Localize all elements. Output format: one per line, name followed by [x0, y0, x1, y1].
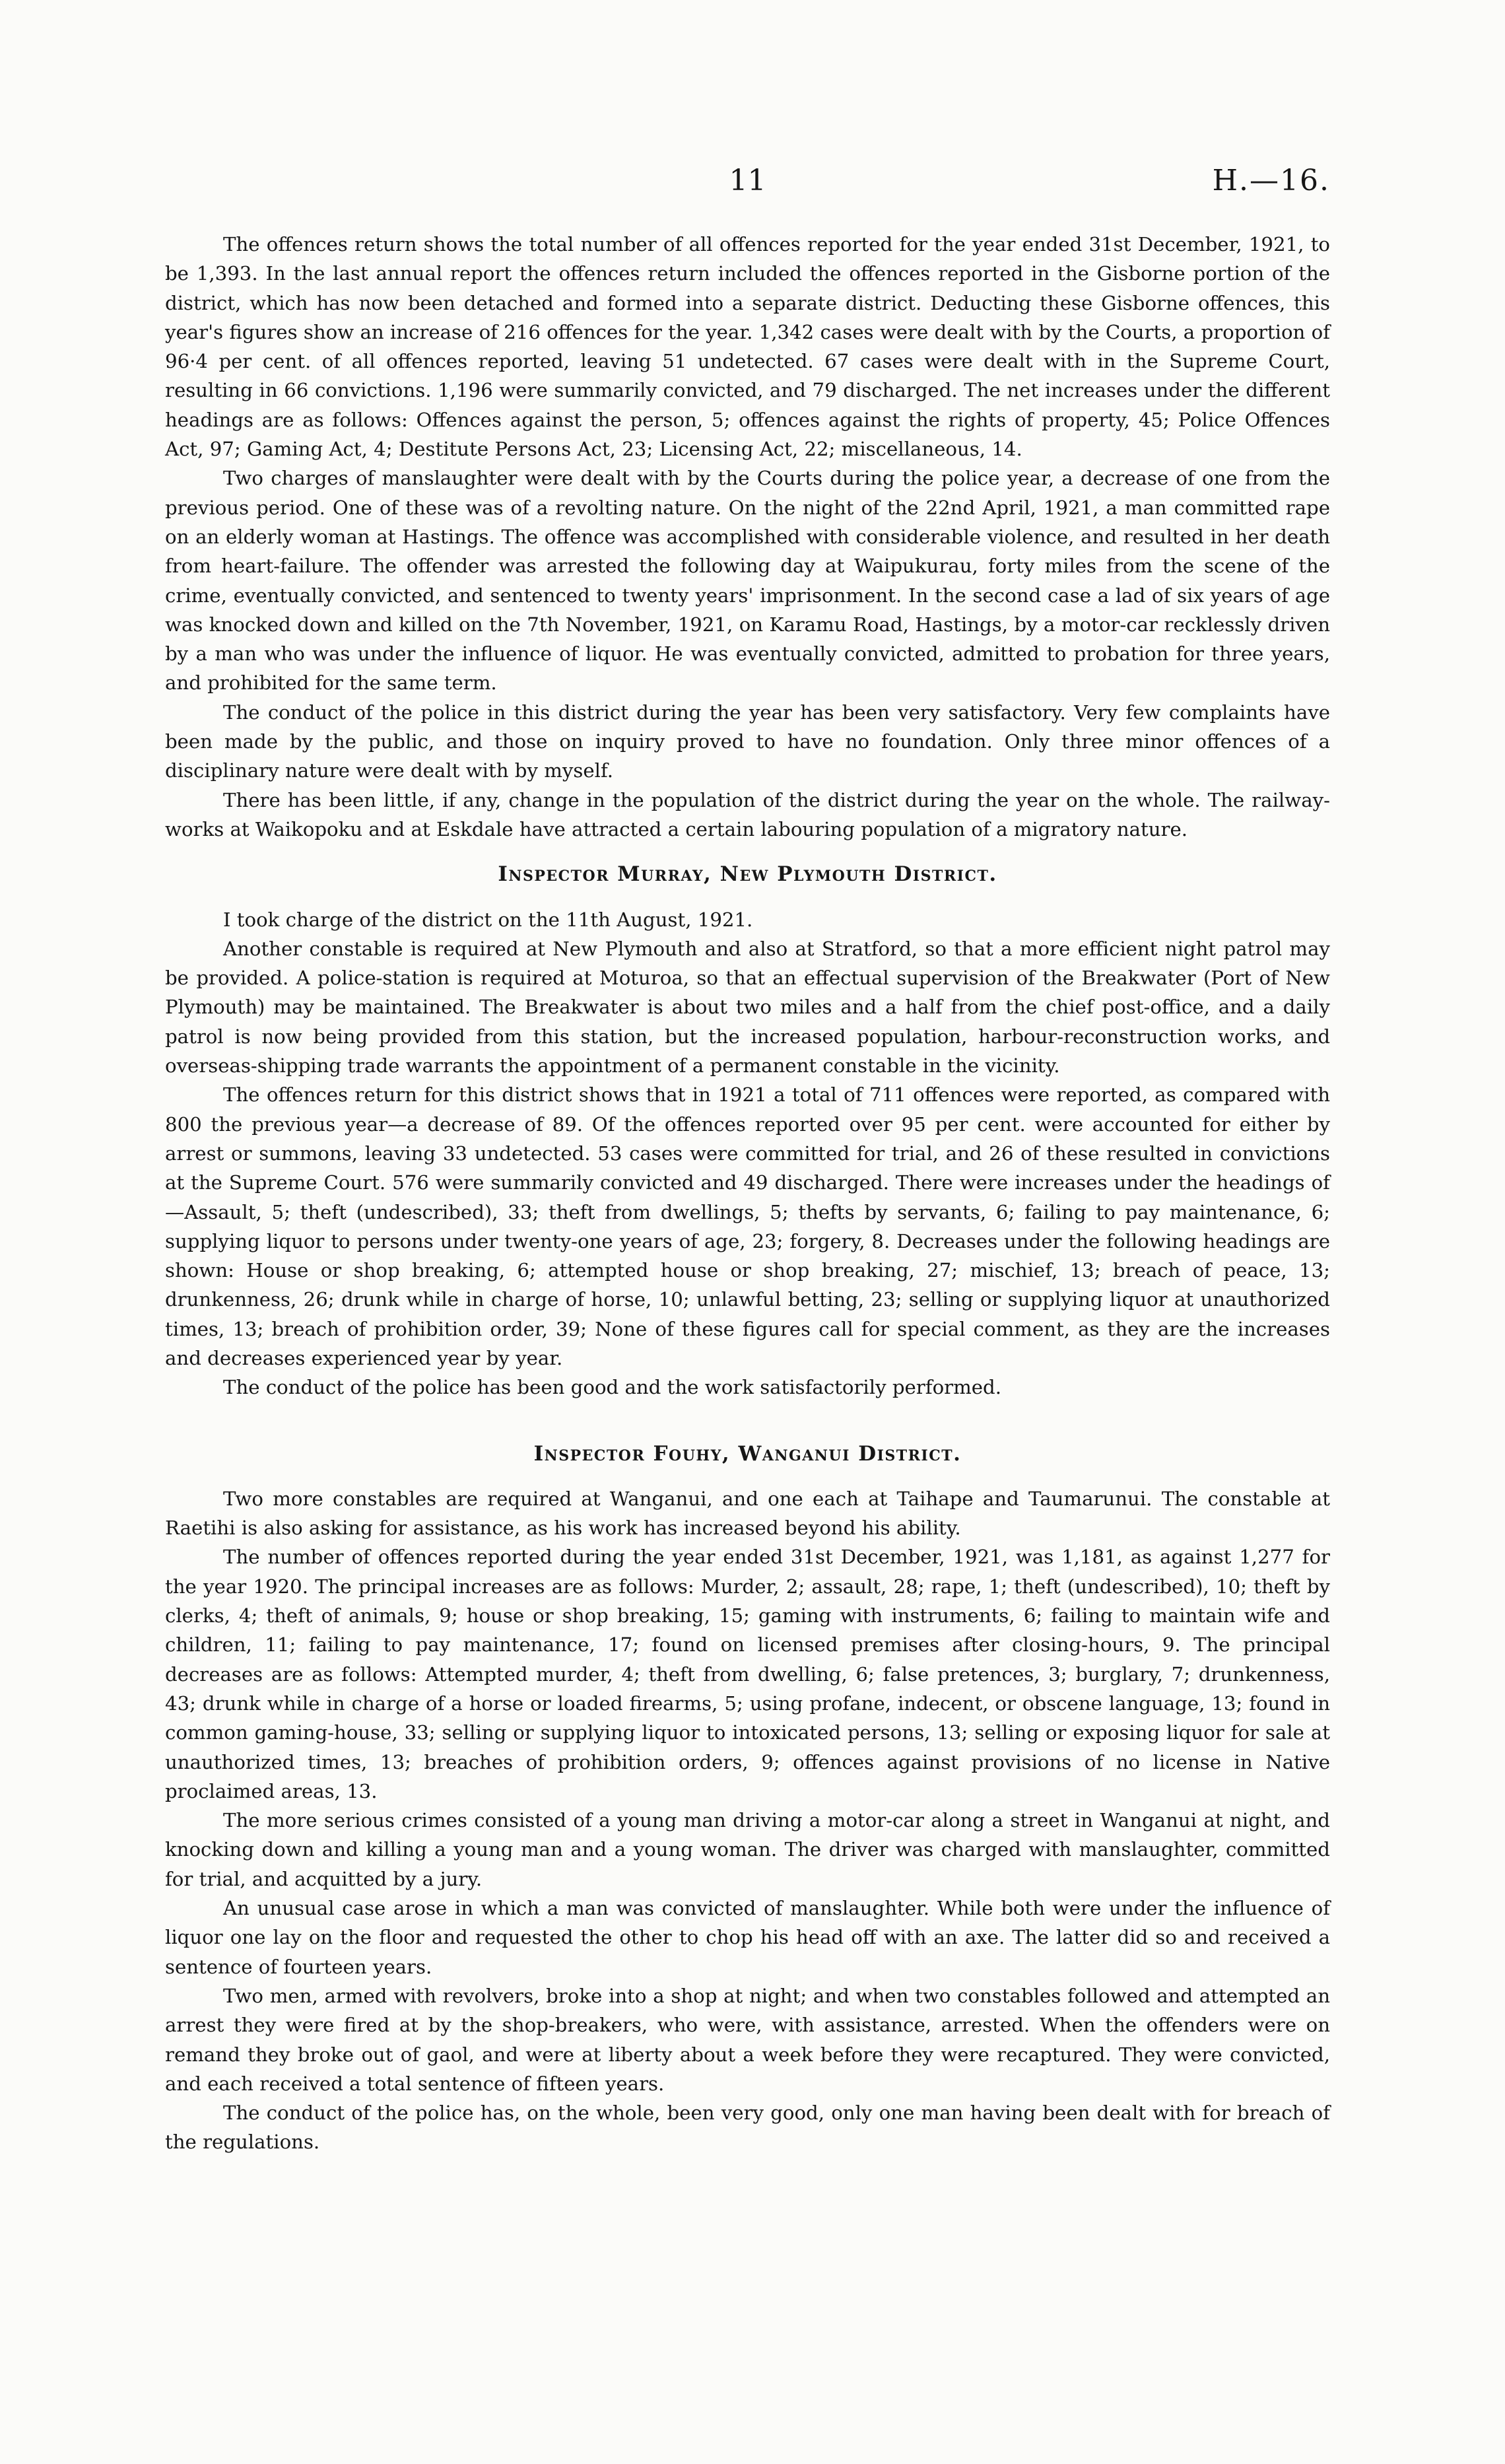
section-heading-murray: Inspector Murray, New Plymouth District.: [498, 862, 997, 887]
body-paragraph: Two charges of manslaughter were dealt with by the Courts during the police year, a decrease of one from the previous period. One of these was of a revolting nature. On the night of the 22nd April, 1921, a man committed rape on an elderly woman at Hastings. The offence was accomplished with considerable violence, and resulted in her death from heart-failure. The offender was arrested the following day at Waipukurau, forty miles from the scene of the crime, eventually convicted, and sentenced to twenty years' imprisonment. In the second case a lad of six years of age was knocked down and killed on the 7th November, 1921, on Karamu Road, Hastings, by a motor-car recklessly driven by a man who was under the influence of liquor. He was eventually convicted, admitted to probation for three years, and prohibited for the same term.: [165, 467, 1330, 695]
body-paragraph: The more serious crimes consisted of a young man driving a motor-car along a street in Wanganui at night, and knocking down and killing a young man and a young woman. The driver was charged with manslaughter, committed for trial, and acquitted by a jury.: [165, 1809, 1330, 1890]
body-paragraph: An unusual case arose in which a man was convicted of manslaughter. While both were under the influence of liquor one lay on the floor and requested the other to chop his head off with an axe. The latter did so and received a sentence of fourteen years.: [165, 1897, 1330, 1978]
body-paragraph: Two men, armed with revolvers, broke into a shop at night; and when two constables followed and attempted an arrest they were fired at by the shop-breakers, who were, with assistance, arrested. When the offenders were on remand they broke out of gaol, and were at liberty about a week before they were recaptured. They were convicted, and each received a total sentence of fifteen years.: [165, 1984, 1330, 2095]
body-paragraph: The offences return shows the total number of all offences reported for the year ended 31st December, 1921, to be 1,393. In the last annual report the offences return included the offences reported in the Gisborne portion of the district, which has now been detached and formed into a separate district. Deducting these Gisborne offences, this year's figures show an increase of 216 offences for the year. 1,342 cases were dealt with by the Courts, a proportion of 96·4 per cent. of all offences reported, leaving 51 undetected. 67 cases were dealt with in the Supreme Court, resulting in 66 convictions. 1,196 were summarily convicted, and 79 discharged. The net increases under the different headings are as follows: Offences against the person, 5; offences against the rights of property, 45; Police Offences Act, 97; Gaming Act, 4; Destitute Persons Act, 23; Licensing Act, 22; miscellaneous, 14.: [165, 233, 1330, 461]
body-paragraph: The conduct of the police has been good and the work satisfactorily performed.: [223, 1376, 1002, 1399]
body-paragraph: The conduct of the police has, on the whole, been very good, only one man having been dealt with for breach of the regulations.: [165, 2102, 1330, 2154]
section-heading-fouhy: Inspector Fouhy, Wanganui District.: [533, 1441, 962, 1466]
page-header: [165, 164, 1330, 206]
document-reference: H.—16.: [1212, 164, 1330, 197]
body-paragraph: There has been little, if any, change in the population of the district during the year on the whole. The railway-works at Waikopoku and at Eskdale have attracted a certain labouring population of a migratory nature.: [165, 788, 1330, 840]
body-paragraph: I took charge of the district on the 11th August, 1921.: [223, 908, 753, 931]
page-number: 11: [729, 164, 766, 197]
body-paragraph: Two more constables are required at Wanganui, and one each at Taihape and Taumarunui. The constable at Raetihi is also asking for assistance, as his work has increased beyond his ability.: [165, 1487, 1330, 1540]
body-paragraph: The offences return for this district shows that in 1921 a total of 711 offences were reported, as compared with 800 the previous year—a decrease of 89. Of the offences reported over 95 per cent. were accounted for either by arrest or summons, leaving 33 undetected. 53 cases were committed for trial, and 26 of these resulted in convictions at the Supreme Court. 576 were summarily convicted and 49 discharged. There were increases under the headings of—Assault, 5; theft (undescribed), 33; theft from dwellings, 5; thefts by servants, 6; failing to pay maintenance, 6; supplying liquor to persons under twenty-one years of age, 23; forgery, 8. Decreases under the following headings are shown: House or shop breaking, 6; attempted house or shop breaking, 27; mischief, 13; breach of peace, 13; drunkenness, 26; drunk while in charge of horse, 10; unlawful betting, 23; selling or supplying liquor at unauthorized times, 13; breach of prohibition order, 39; None of these figures call for special comment, as they are the increases and decreases experienced year by year.: [165, 1083, 1330, 1369]
body-paragraph: The conduct of the police in this district during the year has been very satisfactory. Very few complaints have been made by the public, and those on inquiry proved to have no foundation. Only three minor offences of a disciplinary nature were dealt with by myself.: [165, 701, 1330, 782]
body-paragraph: The number of offences reported during the year ended 31st December, 1921, was 1,181, as against 1,277 for the year 1920. The principal increases are as follows: Murder, 2; assault, 28; rape, 1; theft (undescribed), 10; theft by clerks, 4; theft of animals, 9; house or shop breaking, 15; gaming with instruments, 6; failing to maintain wife and children, 11; failing to pay maintenance, 17; found on licensed premises after closing-hours, 9. The principal decreases are as follows: Attempted murder, 4; theft from dwelling, 6; false pretences, 3; burglary, 7; drunkenness, 43; drunk while in charge of a horse or loaded firearms, 5; using profane, indecent, or obscene language, 13; found in common gaming-house, 33; selling or supplying liquor to intoxicated persons, 13; selling or exposing liquor for sale at unauthorized times, 13; breaches of prohibition orders, 9; offences against provisions of no license in Native proclaimed areas, 13.: [165, 1546, 1330, 1802]
body-paragraph: Another constable is required at New Plymouth and also at Stratford, so that a more efficient night patrol may be provided. A police-station is required at Moturoa, so that an effectual supervision of the Breakwater (Port of New Plymouth) may be maintained. The Breakwater is about two miles and a half from the chief post-office, and a daily patrol is now being provided from this station, but the increased population, harbour-reconstruction works, and overseas-shipping trade warrants the appointment of a permanent constable in the vicinity.: [165, 937, 1330, 1078]
document-body: [165, 230, 1330, 2157]
